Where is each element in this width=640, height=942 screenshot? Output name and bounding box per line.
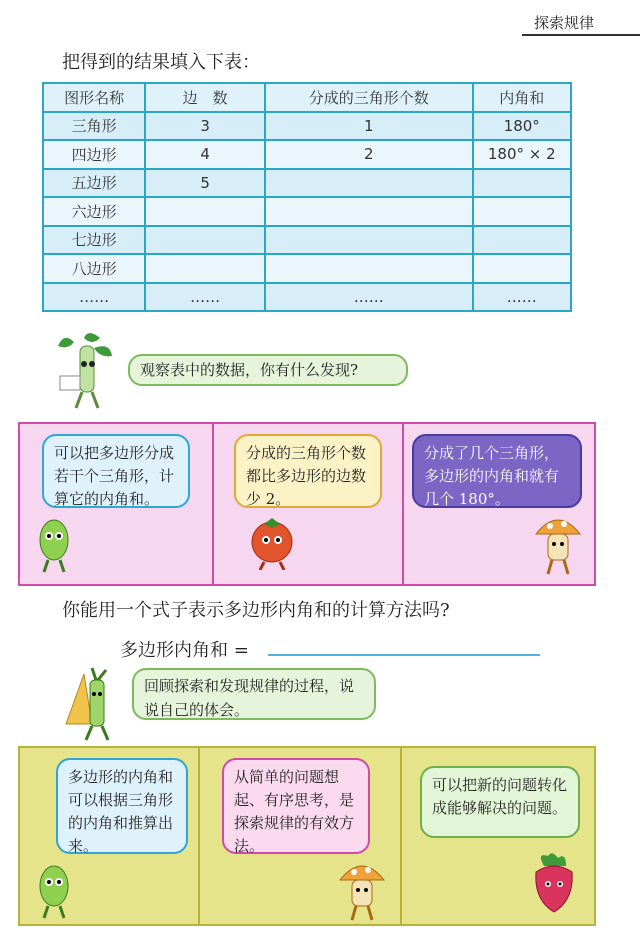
section-tag: 探索规律 [522,6,640,36]
table-cell: 六边形 [43,197,145,226]
bamboo-character-icon [62,664,128,742]
header-cell: 边 数 [145,83,265,112]
table-cell: …… [43,283,145,312]
header-cell: 分成的三角形个数 [265,83,473,112]
tomato-character-icon [244,516,300,570]
table-cell[interactable] [265,254,473,283]
table-cell: 1 [265,112,473,141]
results-table [42,82,572,312]
table-row [43,197,571,226]
celery-character-icon [54,332,120,410]
table-row [43,283,571,312]
table-cell: 5 [145,169,265,198]
mushroom-character-icon [532,512,584,576]
speech-bubble-blue-2: 多边形的内角和可以根据三角形的内角和推算出来。 [56,758,188,854]
table-cell: 三角形 [43,112,145,141]
panel-divider [198,748,200,924]
table-cell: …… [473,283,572,312]
mushroom-character-icon [336,858,388,922]
table-row [43,140,571,169]
table-cell[interactable] [473,254,572,283]
table-cell: 3 [145,112,265,141]
speech-bubble-pink: 从简单的问题想起、有序思考，是探索规律的有效方法。 [222,758,370,854]
panel-divider [402,424,404,584]
speech-bubble-yellow: 分成的三角形个数都比多边形的边数少 2。 [234,434,382,508]
header-cell: 内角和 [473,83,572,112]
table-cell[interactable] [265,197,473,226]
table-row [43,254,571,283]
speech-bubble-blue: 可以把多边形分成若干个三角形，计算它的内角和。 [42,434,190,508]
table-cell: 2 [265,140,473,169]
table-cell: 七边形 [43,226,145,255]
bean-character-icon [30,514,78,574]
table-header-row [43,83,571,112]
speech-bubble-purple: 分成了几个三角形，多边形的内角和就有几个 180°。 [412,434,582,508]
table-cell[interactable] [265,226,473,255]
instruction-text: 把得到的结果填入下表： [62,52,260,73]
table-cell: 五边形 [43,169,145,198]
table-cell: 4 [145,140,265,169]
table-row [43,169,571,198]
table-row [43,112,571,141]
table-cell[interactable] [265,169,473,198]
table-cell[interactable] [473,169,572,198]
table-cell: …… [145,283,265,312]
table-row [43,226,571,255]
formula-label: 多边形内角和 = [120,640,249,661]
radish-character-icon [526,852,582,920]
table-cell[interactable] [473,197,572,226]
speech-bubble-green: 可以把新的问题转化成能够解决的问题。 [420,766,580,838]
formula-answer-line[interactable] [268,654,540,656]
table-cell: 180° × 2 [473,140,572,169]
table-cell: …… [265,283,473,312]
table-cell: 180° [473,112,572,141]
table-cell[interactable] [473,226,572,255]
header-cell: 图形名称 [43,83,145,112]
table-cell[interactable] [145,254,265,283]
table-cell[interactable] [145,197,265,226]
prompt-bubble-observe: 观察表中的数据，你有什么发现? [128,354,408,386]
table-cell[interactable] [145,226,265,255]
table-cell: 四边形 [43,140,145,169]
bean-character-icon [30,860,78,920]
prompt-bubble-review: 回顾探索和发现规律的过程，说说自己的体会。 [132,668,376,720]
question-text: 你能用一个式子表示多边形内角和的计算方法吗? [62,600,450,621]
table-cell: 八边形 [43,254,145,283]
panel-divider [212,424,214,584]
panel-divider [400,748,402,924]
